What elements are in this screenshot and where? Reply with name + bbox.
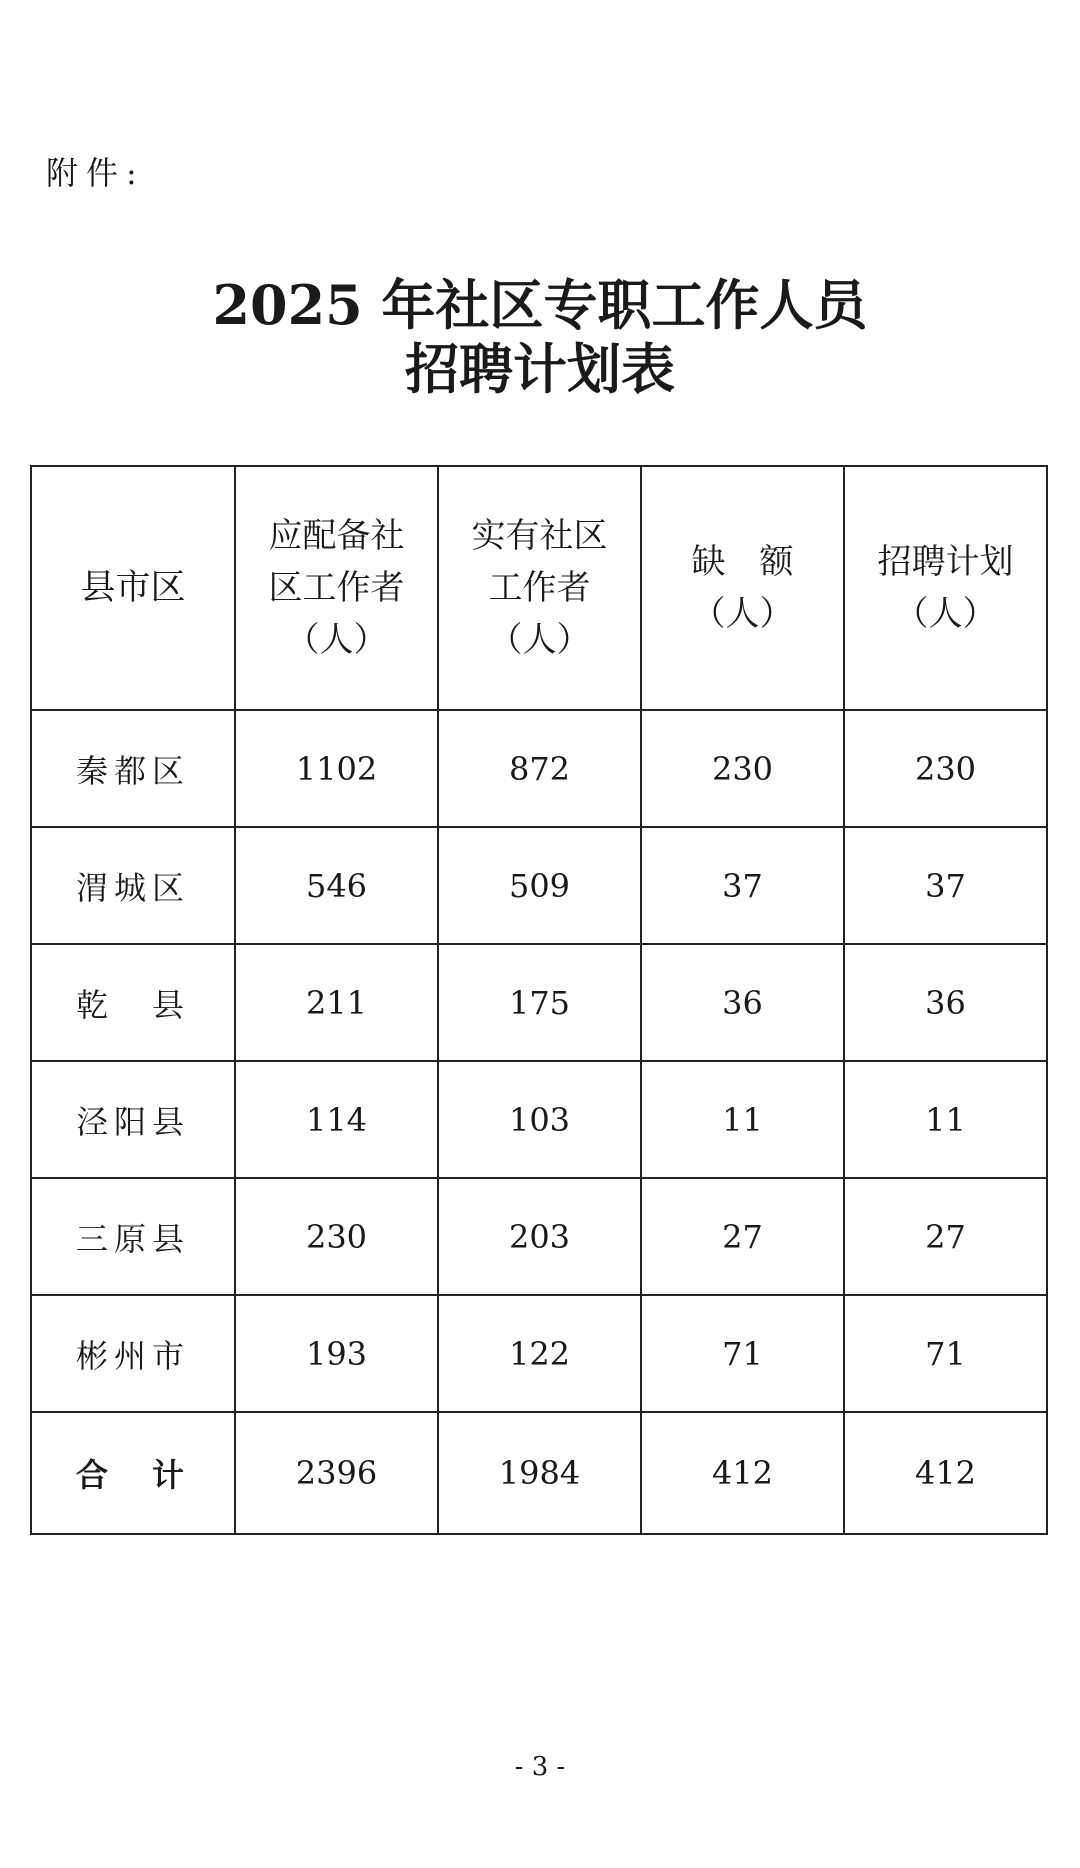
document-title-line-2: 招聘计划表	[405, 337, 675, 401]
header-required-workers-label: 应配备社 区工作者	[268, 516, 405, 608]
recruitment-plan-table	[30, 465, 1048, 1535]
required-workers-cell: 193	[235, 1295, 438, 1412]
header-vacancy-unit: （人）	[691, 594, 794, 634]
table-row	[31, 827, 1047, 944]
header-required-workers	[235, 466, 438, 710]
actual-workers-cell: 203	[438, 1178, 641, 1295]
header-vacancy-label: 缺 额	[691, 542, 794, 582]
document-title-line-1: 2025 年社区专职工作人员	[212, 273, 868, 337]
district-name: 泾阳县	[31, 1061, 235, 1178]
page-number: - 3 -	[514, 1752, 566, 1782]
recruitment-plan-cell: 71	[844, 1295, 1047, 1412]
actual-workers-cell: 509	[438, 827, 641, 944]
vacancy-cell: 71	[641, 1295, 844, 1412]
required-workers-cell: 1102	[235, 710, 438, 827]
required-workers-cell: 114	[235, 1061, 438, 1178]
recruitment-plan-cell: 11	[844, 1061, 1047, 1178]
district-name: 乾 县	[31, 944, 235, 1061]
actual-workers-cell: 103	[438, 1061, 641, 1178]
table-total-row	[31, 1412, 1047, 1534]
recruitment-plan-cell: 37	[844, 827, 1047, 944]
actual-workers-cell: 872	[438, 710, 641, 827]
recruitment-plan-cell: 36	[844, 944, 1047, 1061]
vacancy-cell: 11	[641, 1061, 844, 1178]
district-name: 彬州市	[31, 1295, 235, 1412]
required-workers-cell: 211	[235, 944, 438, 1061]
header-vacancy	[641, 466, 844, 710]
required-workers-cell: 230	[235, 1178, 438, 1295]
total-label: 合 计	[31, 1412, 235, 1534]
attachment-label: 附件:	[46, 154, 145, 192]
actual-workers-cell: 175	[438, 944, 641, 1061]
district-name: 渭城区	[31, 827, 235, 944]
total-recruitment-plan: 412	[844, 1412, 1047, 1534]
recruitment-plan-cell: 27	[844, 1178, 1047, 1295]
vacancy-cell: 36	[641, 944, 844, 1061]
header-recruitment-plan	[844, 466, 1047, 710]
header-required-workers-unit: （人）	[285, 620, 388, 660]
actual-workers-cell: 122	[438, 1295, 641, 1412]
header-recruitment-plan-unit: （人）	[894, 594, 997, 634]
table-row	[31, 1295, 1047, 1412]
total-vacancy: 412	[641, 1412, 844, 1534]
header-actual-workers-unit: （人）	[488, 620, 591, 660]
header-district	[31, 466, 235, 710]
vacancy-cell: 37	[641, 827, 844, 944]
total-actual-workers: 1984	[438, 1412, 641, 1534]
table-row	[31, 1061, 1047, 1178]
header-actual-workers-label: 实有社区 工作者	[471, 516, 608, 608]
total-required-workers: 2396	[235, 1412, 438, 1534]
header-actual-workers	[438, 466, 641, 710]
table-row	[31, 1178, 1047, 1295]
table-row	[31, 710, 1047, 827]
header-district-label: 县市区	[80, 568, 186, 608]
district-name: 秦都区	[31, 710, 235, 827]
vacancy-cell: 27	[641, 1178, 844, 1295]
header-recruitment-plan-label: 招聘计划	[877, 542, 1014, 582]
vacancy-cell: 230	[641, 710, 844, 827]
table-row	[31, 944, 1047, 1061]
table-header-row	[31, 466, 1047, 710]
required-workers-cell: 546	[235, 827, 438, 944]
district-name: 三原县	[31, 1178, 235, 1295]
recruitment-plan-cell: 230	[844, 710, 1047, 827]
